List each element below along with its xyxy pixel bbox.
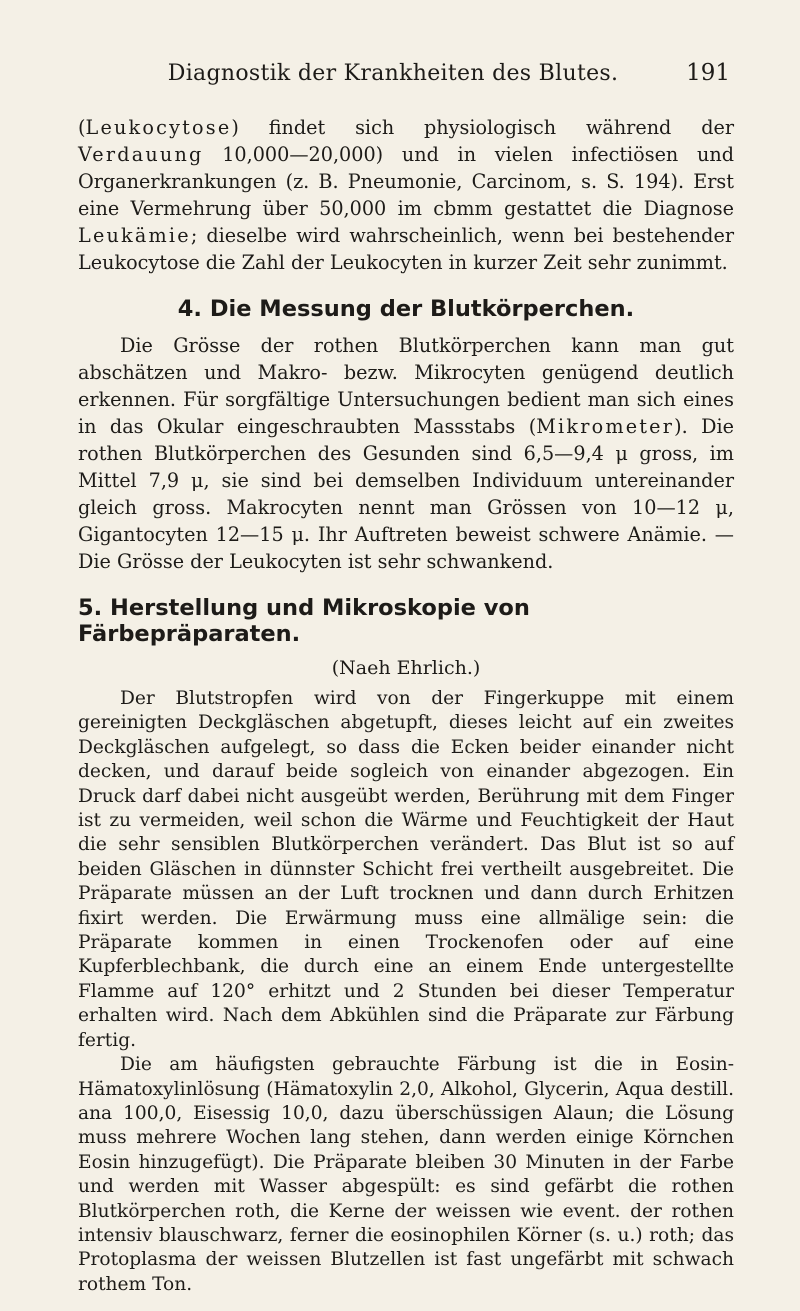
term-mikrometer: Mikrometer [536,415,675,438]
section-subtitle: (Naeh Ehrlich.) [331,657,481,679]
section-heading-faerbepraeparate: 5. Herstellung und Mikroskopie von Färbepräparaten. [78,595,530,647]
term-leukocytose: Leukocytose [85,116,232,139]
running-title: Diagnostik der Krankheiten des Blutes. [167,61,619,86]
section-heading-messung: 4. Die Messung der Blutkörperchen. [177,296,635,322]
paragraph-faerbung: Die am häufigsten gebrauchte Färbung ist die in Eosin-Hämatoxylinlösung (Hämatoxylin 2,0, Alkohol, Glycerin, Aqua destill. ana 100,0, Eisessig 10,0, dazu überschüssigen Alaun; die Lösung muss mehrere Wochen lang stehen, dann werden einige Körnchen Eosin hinzugefügt). Die Präparate bleiben 30 Minuten in der Farbe und werden mit Wasser abgespült: es sind gefärbt die rothen Blutkörperchen roth, die Kerne der weissen wie event. der rothen intensiv blauschwarz, ferner die eosinophilen Körner (s. u.) roth; das Protoplasma der weissen Blutzellen ist fast ungefärbt mit schwach rothem Ton. [78,1054,734,1295]
page-number: 191 [686,60,730,86]
paragraph-messung: Die Grösse der rothen Blutkörperchen kann man gut abschätzen und Makro- bezw. Mikrocyten genügend deutlich erkennen. Für sorgfältige Untersuchungen bedient man sich eines in das Okular eingeschraubten Massstabs (Mikrometer). Die rothen Blutkörperchen des Gesunden sind 6,5—9,4 μ gross, im Mittel 7,9 μ, sie sind bei demselben Individuum untereinander gleich gross. Makrocyten nennt man Grössen von 10—12 μ, Gigantocyten 12—15 μ. Ihr Auftreten beweist schwere Anämie. — Die Grösse der Leukocyten ist sehr schwankend. [78,334,734,573]
paragraph-herstellung: Der Blutstropfen wird von der Fingerkuppe mit einem gereinigten Deckgläschen abgetupft, dieses leicht auf ein zweites Deckgläschen aufgelegt, so dass die Ecken beider einander nicht decken, und darauf beide sogleich von einander abgezogen. Ein Druck darf dabei nicht ausgeübt werden, Berührung mit dem Finger ist zu vermeiden, weil schon die Wärme und Feuchtigkeit der Haut die sehr sensiblen Blutkörperchen verändert. Das Blut ist so auf beiden Gläschen in dünnster Schicht frei vertheilt ausgebreitet. Die Präparate müssen an der Luft trocknen und dann durch Erhitzen fixirt werden. Die Erwärmung muss eine allmälige sein: die Präparate kommen in einen Trockenofen oder auf eine Kupferblechbank, die durch eine an einem Ende untergestellte Flamme auf 120° erhitzt und 2 Stunden bei dieser Temperatur erhalten wird. Nach dem Abkühlen sind die Präparate zur Färbung fertig. [78,688,734,1051]
term-leukaemie: Leukämie [78,224,191,247]
term-verdauung: Verdauung [78,143,204,166]
running-header [100,60,730,86]
paragraph-leukocytose: (Leukocytose) findet sich physiologisch während der Verdauung 10,000—20,000) und in vielen infectiösen und Organerkrankungen (z. B. Pneumonie, Carcinom, s. S. 194). Erst eine Vermehrung über 50,000 im cbmm gestattet die Diagnose Leukämie; dieselbe wird wahrscheinlich, wenn bei bestehender Leukocytose die Zahl der Leukocyten in kurzer Zeit sehr zunimmt. [78,116,734,274]
